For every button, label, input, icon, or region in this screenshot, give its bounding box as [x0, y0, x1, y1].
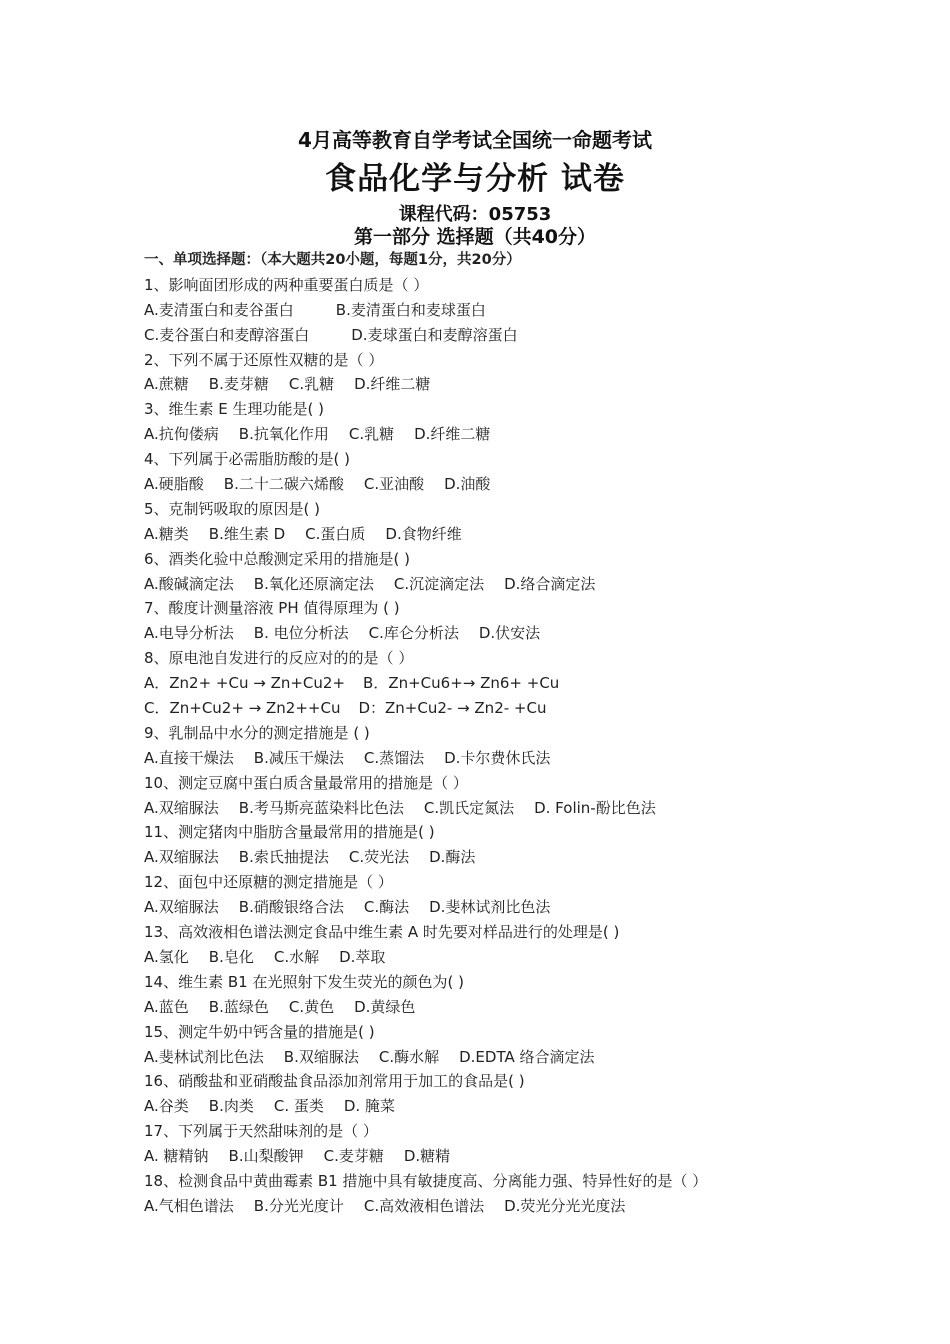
option-text: A.糖类: [144, 524, 189, 543]
option-row: [144, 671, 864, 696]
option-row: [144, 472, 864, 497]
option-row: [144, 845, 864, 870]
option-row: [144, 323, 864, 348]
option-text: D.萃取: [339, 947, 386, 966]
option-row: [144, 522, 864, 547]
option-text: A.气相色谱法: [144, 1196, 234, 1215]
option-text: C.乳糖: [348, 425, 395, 444]
option-text: B.蓝绿色: [208, 997, 269, 1016]
option-text: A.硬脂酸: [144, 475, 204, 494]
option-text: A. 糖精钠: [144, 1147, 209, 1166]
subject-title: 食品化学与分析 试卷: [325, 161, 625, 197]
option-text: D.纤维二糖: [414, 425, 491, 444]
option-text: B.麦芽糖: [208, 375, 269, 394]
option-text: B.抗氧化作用: [238, 425, 329, 444]
option-text: C.酶水解: [378, 1047, 440, 1066]
option-row: [144, 945, 864, 970]
option-text: A.谷类: [144, 1097, 189, 1116]
option-text: D. Folin-酚比色法: [534, 798, 656, 817]
option-text: B.分光光度计: [253, 1196, 344, 1215]
option-text: C.麦芽糖: [323, 1147, 384, 1166]
option-text: A.电导分析法: [144, 624, 234, 643]
option-text: B.山梨酸钾: [228, 1147, 304, 1166]
option-text: A.蔗糖: [144, 375, 189, 394]
question-list: [144, 248, 864, 1219]
question-stem: 10、测定豆腐中蛋白质含量最常用的措施是（ ）: [144, 773, 468, 792]
option-text: A.斐林试剂比色法: [144, 1047, 264, 1066]
option-text: C.库仑分析法: [368, 624, 459, 643]
option-text: D.荧光分光光度法: [504, 1196, 626, 1215]
course-code: 课程代码：05753: [398, 204, 552, 225]
question-stem: 5、克制钙吸取的原因是( ): [144, 499, 321, 518]
question-stem: 4、下列属于必需脂肪酸的是( ): [144, 450, 351, 469]
option-text: A.酸碱滴定法: [144, 574, 234, 593]
option-text: C.沉淀滴定法: [393, 574, 485, 593]
question-stem: 7、酸度计测量溶液 PH 值得原理为 ( ): [144, 599, 400, 618]
option-row: [144, 372, 864, 397]
option-text: B. 电位分析法: [253, 624, 349, 643]
option-text: B.索氏抽提法: [238, 848, 329, 867]
option-text: D.斐林试剂比色法: [429, 898, 551, 917]
option-text: C. 蛋类: [273, 1097, 324, 1116]
option-text: A.抗佝偻病: [144, 425, 219, 444]
option-row: [144, 1045, 864, 1070]
option-text: A.麦清蛋白和麦谷蛋白: [144, 300, 294, 319]
option-text: C.酶法: [363, 898, 410, 917]
option-text: A.直接干燥法: [144, 748, 234, 767]
option-text: C.荧光法: [348, 848, 410, 867]
option-text: C.水解: [273, 947, 320, 966]
option-text: D.卡尔费休氏法: [444, 748, 551, 767]
question-stem: 15、测定牛奶中钙含量的措施是( ): [144, 1022, 375, 1041]
question-stem: 13、高效液相色谱法测定食品中维生素 A 时先要对样品进行的处理是( ): [144, 923, 620, 942]
option-text: A.双缩脲法: [144, 848, 219, 867]
question-stem: 9、乳制品中水分的测定措施是 ( ): [144, 723, 370, 742]
option-text: A.双缩脲法: [144, 798, 219, 817]
part-title: 第一部分 选择题（共40分）: [353, 226, 597, 248]
option-row: [144, 621, 864, 646]
option-row: [144, 422, 864, 447]
option-text: D.麦球蛋白和麦醇溶蛋白: [351, 325, 518, 344]
option-row: [144, 895, 864, 920]
option-text: B.肉类: [208, 1097, 254, 1116]
option-row: [144, 572, 864, 597]
option-text: B.皂化: [208, 947, 254, 966]
question-stem: 18、检测食品中黄曲霉素 B1 措施中具有敏捷度高、分离能力强、特异性好的是（ ）: [144, 1171, 708, 1190]
option-text: C．Zn+Cu2+ → Zn2++Cu: [144, 699, 341, 718]
question-stem: 12、面包中还原糖的测定措施是（ ）: [144, 873, 393, 892]
question-stem: 2、下列不属于还原性双糖的是（ ）: [144, 350, 384, 369]
option-text: C.亚油酸: [363, 475, 425, 494]
exam-title: 4月高等教育自学考试全国统一命题考试: [298, 128, 652, 152]
option-text: B.双缩脲法: [283, 1047, 359, 1066]
option-row: [144, 1194, 864, 1219]
option-text: C.乳糖: [288, 375, 335, 394]
option-text: D.纤维二糖: [354, 375, 431, 394]
option-text: B.考马斯亮蓝染料比色法: [238, 798, 404, 817]
option-row: [144, 746, 864, 771]
option-text: B.二十二碳六烯酸: [223, 475, 344, 494]
option-text: D.糖精: [403, 1147, 451, 1166]
option-row: [144, 298, 864, 323]
option-text: B．Zn+Cu6+→ Zn6+ +Cu: [363, 674, 560, 693]
option-text: B.氧化还原滴定法: [253, 574, 374, 593]
question-stem: 11、测定猪肉中脂肪含量最常用的措施是( ): [144, 823, 435, 842]
option-text: B.麦清蛋白和麦球蛋白: [335, 300, 486, 319]
option-text: C.蒸馏法: [363, 748, 425, 767]
option-text: D.EDTA 络合滴定法: [459, 1047, 595, 1066]
option-text: D：Zn+Cu2- → Zn2- +Cu: [358, 699, 547, 718]
question-stem: 3、维生素 E 生理功能是( ): [144, 400, 325, 419]
option-text: B.维生素 D: [208, 524, 286, 543]
option-text: C.麦谷蛋白和麦醇溶蛋白: [144, 325, 310, 344]
option-text: D. 腌菜: [343, 1097, 395, 1116]
option-text: D.油酸: [444, 475, 491, 494]
question-stem: 14、维生素 B1 在光照射下发生荧光的颜色为( ): [144, 972, 464, 991]
option-text: D.食物纤维: [385, 524, 462, 543]
option-text: D.伏安法: [478, 624, 541, 643]
option-text: A．Zn2+ +Cu → Zn+Cu2+: [144, 674, 346, 693]
option-text: B.减压干燥法: [253, 748, 344, 767]
option-text: A.氢化: [144, 947, 189, 966]
option-text: C.高效液相色谱法: [363, 1196, 485, 1215]
option-row: [144, 796, 864, 821]
option-text: D.酶法: [429, 848, 476, 867]
question-stem: 8、原电池自发进行的反应对的的是（ ）: [144, 649, 414, 668]
question-stem: 17、下列属于天然甜味剂的是（ ）: [144, 1122, 378, 1141]
section-heading: 一、单项选择题：（本大题共20小题，每题1分，共20分）: [144, 252, 521, 268]
option-row: [144, 1144, 864, 1169]
question-stem: 16、硝酸盐和亚硝酸盐食品添加剂常用于加工的食品是( ): [144, 1072, 525, 1091]
option-text: C.凯氏定氮法: [423, 798, 515, 817]
option-text: A.蓝色: [144, 997, 189, 1016]
option-text: B.硝酸银络合法: [238, 898, 344, 917]
question-stem: 1、影响面团形成的两种重要蛋白质是（ ）: [144, 275, 429, 294]
option-text: D.黄绿色: [354, 997, 416, 1016]
option-row: [144, 1094, 864, 1119]
option-text: C.蛋白质: [305, 524, 366, 543]
option-text: D.络合滴定法: [504, 574, 596, 593]
option-text: C.黄色: [288, 997, 335, 1016]
option-row: [144, 995, 864, 1020]
question-stem: 6、酒类化验中总酸测定采用的措施是( ): [144, 549, 411, 568]
option-text: A.双缩脲法: [144, 898, 219, 917]
option-row: [144, 696, 864, 721]
